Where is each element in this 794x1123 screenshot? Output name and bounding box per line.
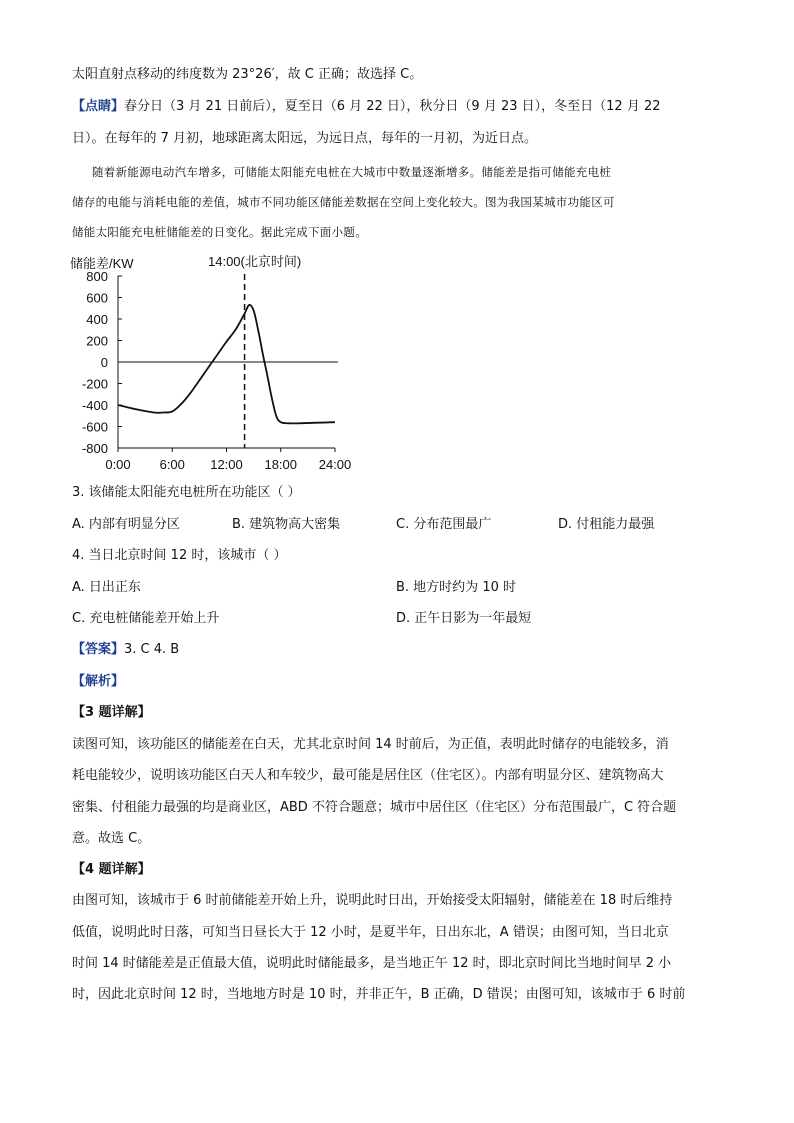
q3-option-c[interactable]: C. 分布范围最广 — [396, 517, 492, 532]
q4-detail-line: 时，因此北京时间 12 时，当地地方时是 10 时，并非正午，B 正确，D 错误；由图可知，该城市于 6 时前 — [72, 987, 686, 1002]
q3-detail-line: 意。故选 C。 — [72, 831, 151, 846]
tip-label: 【点睛】 — [72, 99, 125, 114]
x-tick-label: 18:00 — [264, 457, 298, 472]
y-tick-label: 800 — [86, 269, 108, 284]
q3-option-b[interactable]: B. 建筑物高大密集 — [232, 517, 341, 532]
tip-line-1 — [72, 99, 661, 115]
x-tick-label: 6:00 — [159, 457, 185, 472]
tip-line-2: 日）。在每年的 7 月初，地球距离太阳远，为远日点，每年的一月初，为近日点。 — [72, 131, 538, 146]
x-tick-label: 24:00 — [318, 457, 352, 472]
answer-label: 【答案】 — [72, 642, 125, 657]
y-tick-label: -600 — [81, 419, 108, 435]
q4-option-c[interactable]: C. 充电桩储能差开始上升 — [72, 611, 220, 626]
q3-detail-line: 耗电能较少，说明该功能区白天人和车较少，最可能是居住区（住宅区）。内部有明显分区、建筑物高大 — [72, 768, 664, 783]
q4-option-d[interactable]: D. 正午日影为一年最短 — [396, 611, 532, 626]
y-tick-label: 600 — [86, 290, 108, 306]
y-tick-label: 200 — [86, 333, 108, 349]
q4-detail-line: 低值，说明此时日落，可知当日昼长大于 12 小时，是夏半年，日出东北，A 错误；由图可知，当日北京 — [72, 925, 669, 940]
y-tick-label: 0 — [100, 355, 108, 370]
tip-text-1: 春分日（3 月 21 日前后），夏至日（6 月 22 日），秋分日（9 月 23 日），冬至日（12 月 22 — [124, 99, 661, 114]
q3-option-d[interactable]: D. 付租能力最强 — [558, 517, 655, 532]
q3-option-a[interactable]: A. 内部有明显分区 — [72, 517, 180, 532]
passage-line-1: 随着新能源电动汽车增多，可储能太阳能充电桩在大城市中数量逐渐增多。储能差是指可储能充电桩 — [92, 165, 612, 179]
energy-difference-chart — [60, 248, 360, 474]
q4-stem: 4. 当日北京时间 12 时，该城市（ ） — [72, 548, 287, 563]
q4-option-b[interactable]: B. 地方时约为 10 时 — [396, 580, 516, 595]
chart-annotation: 14:00(北京时间) — [208, 254, 302, 269]
y-tick-label: -400 — [81, 398, 108, 413]
x-tick-label: 0:00 — [105, 457, 131, 472]
q3-detail-line: 密集、付租能力最强的均是商业区，ABD 不符合题意；城市中居住区（住宅区）分布范围最广，C 符合题 — [72, 800, 677, 815]
q4-detail-title: 【4 题详解】 — [72, 862, 151, 877]
q3-stem: 3. 该储能太阳能充电桩所在功能区（ ） — [72, 485, 301, 500]
q4-detail-line: 时间 14 时储能差是正值最大值，说明此时储能最多，是当地正午 12 时，即北京时间比当地时间早 2 小 — [72, 956, 672, 971]
answer-text: 3. C 4. B — [124, 642, 180, 657]
series-line — [118, 305, 335, 423]
x-tick-label: 12:00 — [210, 457, 243, 472]
y-tick-label: -800 — [81, 441, 108, 456]
passage-line-2: 储存的电能与消耗电能的差值，城市不同功能区储能差数据在空间上变化较大。图为我国某城市功能区可 — [72, 195, 615, 209]
answer-line — [72, 642, 179, 658]
passage-line-3: 储能太阳能充电桩储能差的日变化。据此完成下面小题。 — [72, 225, 367, 239]
q3-detail-line: 读图可知，该功能区的储能差在白天，尤其北京时间 14 时前后，为正值，表明此时储存的电能较多，消 — [72, 737, 669, 752]
intro-line: 太阳直射点移动的纬度数为 23°26′，故 C 正确；故选择 C。 — [72, 67, 423, 82]
analysis-label: 【解析】 — [72, 674, 125, 689]
chart-y-label: 储能差/KW — [70, 256, 134, 271]
y-tick-label: 400 — [86, 312, 108, 327]
y-tick-label: -200 — [81, 376, 108, 392]
q4-detail-line: 由图可知，该城市于 6 时前储能差开始上升，说明此时日出，开始接受太阳辐射，储能差在 18 时后维持 — [72, 893, 673, 908]
q4-option-a[interactable]: A. 日出正东 — [72, 580, 141, 595]
q3-detail-title: 【3 题详解】 — [72, 705, 151, 720]
